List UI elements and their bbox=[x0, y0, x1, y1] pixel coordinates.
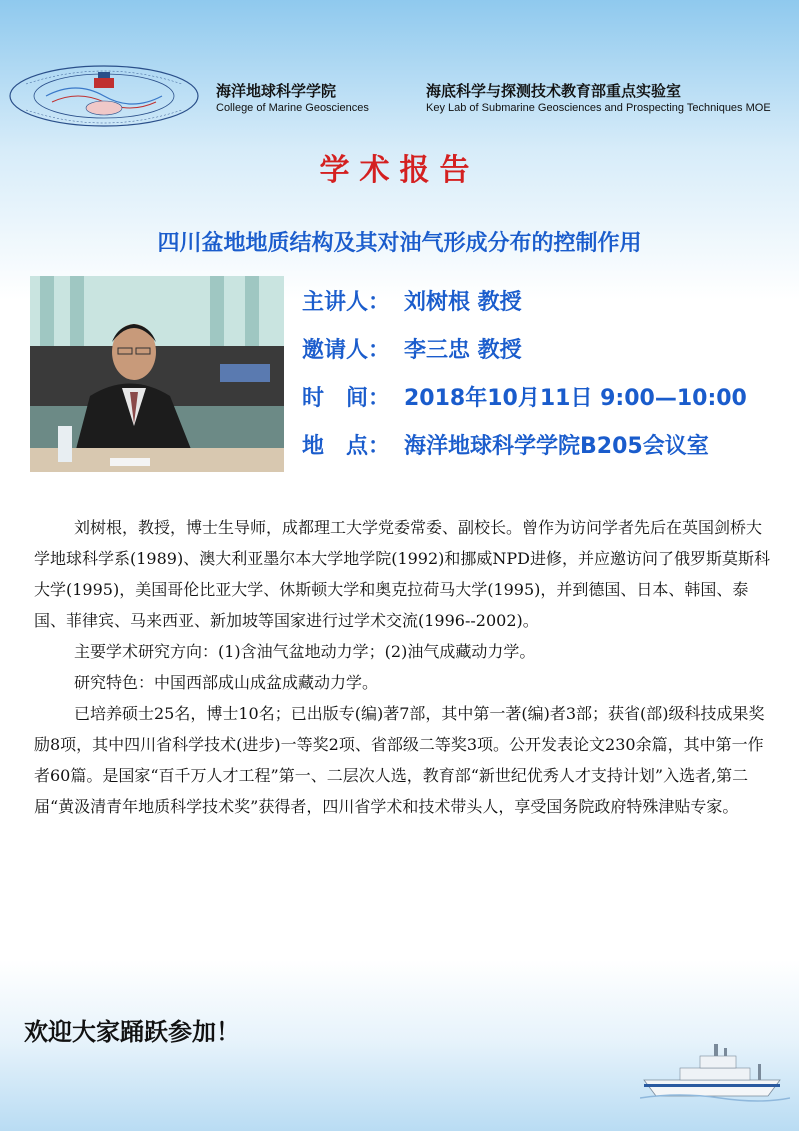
info-label: 时 间： bbox=[302, 386, 391, 411]
bio-paragraph: 研究特色：中国西部成山成盆成藏动力学。 bbox=[74, 673, 379, 692]
bio-paragraph: 已培养硕士25名，博士10名；已出版专(编)著7部，其中第一著(编)者3部；获省(部)级科技成果奖励8项，其中四川省科学技术(进步)一等奖2项、省部级二等奖3项。公开发表论文230余篇，其中第一作者60篇。是国家“百千万人才工程”第一、二层次人选，教育部“新世纪优秀人才支持计划”入选者,第二届“黄汲清青年地质科学技术奖”获得者，四川省学术和技术带头人，享受国务院政府特殊津贴专家。 bbox=[34, 704, 765, 816]
welcome-text: 欢迎大家踊跃参加！ bbox=[24, 1017, 240, 1046]
info-value: 刘树根 教授 bbox=[404, 290, 522, 315]
lab-name-en: Key Lab of Submarine Geosciences and Prospecting Techniques MOE bbox=[426, 102, 771, 114]
college-name-zh: 海洋地球科学学院 bbox=[216, 82, 337, 100]
info-value: 2018年10月11日 9:00—10:00 bbox=[404, 386, 747, 411]
bio-paragraph: 主要学术研究方向：(1)含油气盆地动力学；(2)油气成藏动力学。 bbox=[74, 642, 536, 661]
speaker-bio bbox=[34, 512, 772, 822]
talk-info bbox=[302, 288, 747, 480]
info-location bbox=[302, 432, 747, 480]
talk-title: 四川盆地地质结构及其对油气形成分布的控制作用 bbox=[157, 231, 642, 256]
report-title: 学术报告 bbox=[319, 153, 480, 188]
info-label: 地 点： bbox=[302, 434, 391, 459]
speaker-photo bbox=[30, 276, 284, 472]
ship-illustration bbox=[640, 1040, 790, 1102]
info-value: 李三忠 教授 bbox=[404, 338, 522, 363]
info-label: 邀请人： bbox=[302, 338, 391, 363]
lab-name-zh: 海底科学与探测技术教育部重点实验室 bbox=[426, 82, 682, 100]
info-value: 海洋地球科学学院B205会议室 bbox=[404, 434, 709, 459]
info-speaker bbox=[302, 288, 747, 336]
header bbox=[0, 0, 799, 135]
bio-paragraph: 刘树根，教授，博士生导师，成都理工大学党委常委、副校长。曾作为访问学者先后在英国剑桥大学地球科学系(1989)、澳大利亚墨尔本大学地学院(1992)和挪威NPD进修，并应邀访问了俄罗斯莫斯科大学(1995)，美国哥伦比亚大学、休斯顿大学和奥克拉荷马大学(1995)，并到德国、日本、韩国、泰国、菲律宾、马来西亚、新加坡等国家进行过学术交流(1996--2002)。 bbox=[34, 518, 771, 630]
college-name-en: College of Marine Geosciences bbox=[216, 102, 369, 114]
info-inviter bbox=[302, 336, 747, 384]
info-label: 主讲人： bbox=[302, 290, 391, 315]
info-time bbox=[302, 384, 747, 432]
lab-logo bbox=[6, 60, 202, 132]
